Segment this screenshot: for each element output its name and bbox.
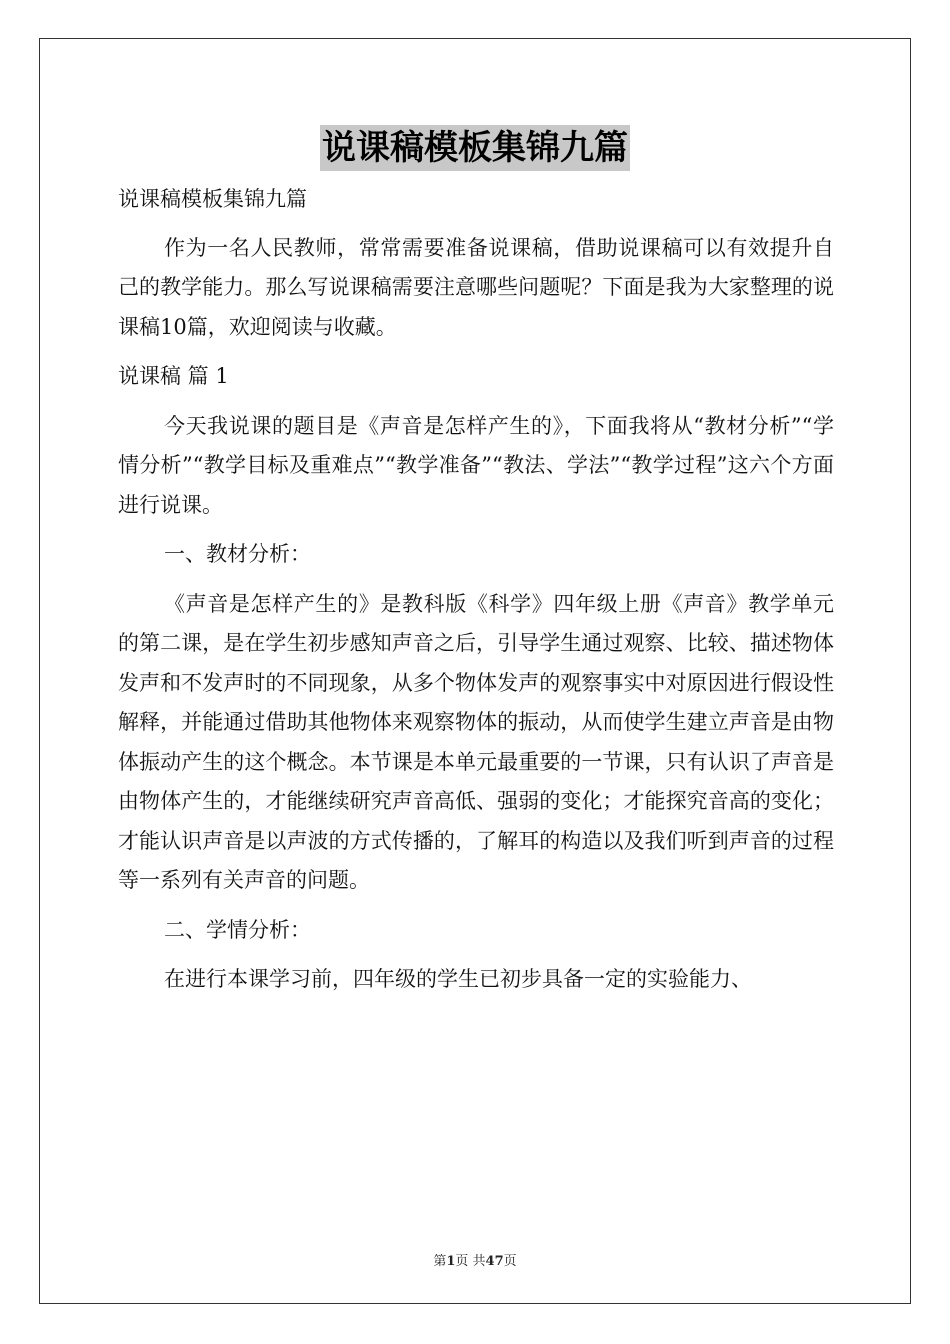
document-subtitle: 说课稿模板集锦九篇 [118, 187, 307, 211]
footer-mid: 页 共 [455, 1254, 486, 1269]
heading-material-analysis: 一、教材分析： [164, 542, 311, 566]
document-title: 说课稿模板集锦九篇 [320, 125, 630, 171]
material-analysis-paragraph: 《声音是怎样产生的》是教科版《科学》四年级上册《声音》教学单元的第二课，是在学生初步感知声音之后，引导学生通过观察、比较、描述物体发声和不发声时的不同现象，从多个物体发声的观察事实中对原因进行假设性解释，并能通过借助其他物体来观察物体的振动，从而使学生建立声音是由物体振动产生的这个概念。本节课是本单元最重要的一节课，只有认识了声音是由物体产生的，才能继续研究声音高低、强弱的变化；才能探究音高的变化；才能认识声音是以声波的方式传播的，了解耳的构造以及我们听到声音的过程等一系列有关声音的问题。 [118, 591, 834, 892]
section-label: 说课稿 篇 1 [118, 364, 229, 388]
footer-current-page: 1 [446, 1254, 456, 1269]
title-container [0, 125, 950, 171]
footer-total-pages: 47 [485, 1254, 504, 1269]
footer-prefix: 第 [433, 1254, 447, 1269]
footer-suffix: 页 [503, 1254, 517, 1269]
page-footer [0, 1250, 950, 1269]
heading-student-analysis: 二、学情分析： [164, 917, 311, 942]
student-analysis-paragraph: 在进行本课学习前，四年级的学生已初步具备一定的实验能力、 [164, 967, 752, 991]
lesson-intro-paragraph: 今天我说课的题目是《声音是怎样产生的》，下面我将从“教材分析”“学情分析”“教学目标及重难点”“教学准备”“教法、学法”“教学过程”这六个方面进行说课。 [118, 413, 834, 517]
document-body [118, 180, 834, 1010]
intro-paragraph: 作为一名人民教师，常常需要准备说课稿，借助说课稿可以有效提升自己的教学能力。那么写说课稿需要注意哪些问题呢？下面是我为大家整理的说课稿10篇，欢迎阅读与收藏。 [118, 235, 834, 339]
